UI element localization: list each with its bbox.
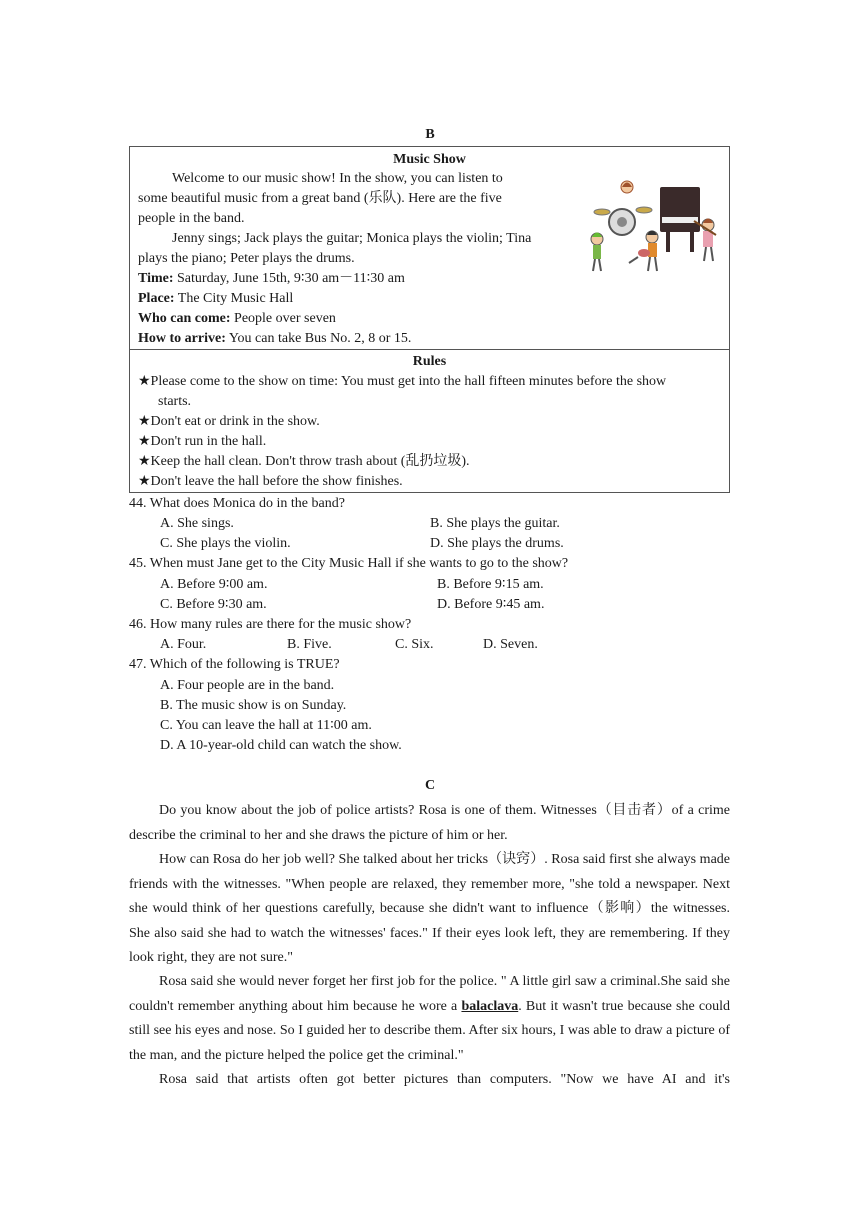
option: D. She plays the drums. xyxy=(430,536,564,551)
option: B. Five. xyxy=(287,637,332,652)
option: B. The music show is on Sunday. xyxy=(160,698,347,713)
rule-item: ★Keep the hall clean. Don't throw trash about (乱扔垃圾). xyxy=(138,454,470,469)
underlined-word: balaclava xyxy=(461,998,519,1014)
question-45: 45. When must Jane get to the City Music Hall if she wants to go to the show? xyxy=(129,556,569,571)
option: C. Before 9∶30 am. xyxy=(160,597,267,612)
music-show-box xyxy=(129,146,730,350)
intro-line: people in the band. xyxy=(138,211,245,226)
option: A. Before 9∶00 am. xyxy=(160,577,268,592)
rule-item: ★Don't run in the hall. xyxy=(138,434,267,449)
music-show-title: Music Show xyxy=(393,152,466,167)
option: C. Six. xyxy=(395,637,434,652)
intro-line: plays the piano; Peter plays the drums. xyxy=(138,251,355,266)
paragraph: How can Rosa do her job well? She talked about her tricks（诀窍）. Rosa said first she always made friends with the witnesses. "When people are relaxed, they remember more, "she told a newspaper. Next she would think of her questions carefully, because she didn't want to influence（影响）the witnesses. She also said she had to watch the witnesses' faces." If their eyes look left, they are remembering. If they look right, they are not sure." xyxy=(129,852,730,965)
option: B. She plays the guitar. xyxy=(430,516,560,531)
question-47: 47. Which of the following is TRUE? xyxy=(129,657,340,672)
option: A. Four. xyxy=(160,637,207,652)
option: A. Four people are in the band. xyxy=(160,678,335,693)
paragraph: Rosa said she would never forget her first job for the police. " A little girl saw a criminal.She said she couldn't remember anything about him because he wore a balaclava. But it wasn't true because she could still see his eyes and nose. So I guided her to describe them. After six hours, I was able to draw a picture of the man, and the picture helped the police get the criminal." xyxy=(129,974,730,1063)
intro-line: Jenny sings; Jack plays the guitar; Monica plays the violin; Tina xyxy=(172,231,532,246)
option: D. Seven. xyxy=(483,637,538,652)
info-place: Place: The City Music Hall xyxy=(138,291,294,306)
option: C. She plays the violin. xyxy=(160,536,291,551)
info-arrive: How to arrive: You can take Bus No. 2, 8 or 15. xyxy=(138,331,412,346)
option: D. Before 9∶45 am. xyxy=(437,597,545,612)
section-b-label: B xyxy=(425,127,435,142)
question-44: 44. What does Monica do in the band? xyxy=(129,496,345,511)
option: C. You can leave the hall at 11∶00 am. xyxy=(160,718,372,733)
info-who: Who can come: People over seven xyxy=(138,311,336,326)
paragraph: Do you know about the job of police artists? Rosa is one of them. Witnesses（目击者）of a crime describe the criminal to her and she draws the picture of him or her. xyxy=(129,803,730,843)
rule-item: ★Don't eat or drink in the show. xyxy=(138,414,320,429)
option: D. A 10-year-old child can watch the show. xyxy=(160,738,402,753)
rule-item: ★Please come to the show on time: You must get into the hall fifteen minutes before the show xyxy=(138,374,667,389)
question-46: 46. How many rules are there for the music show? xyxy=(129,617,412,632)
rule-item: ★Don't leave the hall before the show finishes. xyxy=(138,474,403,489)
intro-line: Welcome to our music show! In the show, you can listen to xyxy=(172,171,503,186)
option: B. Before 9∶15 am. xyxy=(437,577,544,592)
rules-title: Rules xyxy=(412,354,447,369)
rule-item-continued: starts. xyxy=(158,394,192,409)
section-c-label: C xyxy=(424,778,436,793)
option: A. She sings. xyxy=(160,516,234,531)
rules-box xyxy=(129,349,730,493)
intro-line: some beautiful music from a great band (乐队). Here are the five xyxy=(138,191,502,206)
info-time: Time: Saturday, June 15th, 9∶30 am－11∶30 am xyxy=(138,271,405,286)
band-illustration xyxy=(582,177,722,277)
paragraph: Rosa said that artists often got better pictures than computers. "Now we have AI and it's xyxy=(159,1072,730,1087)
